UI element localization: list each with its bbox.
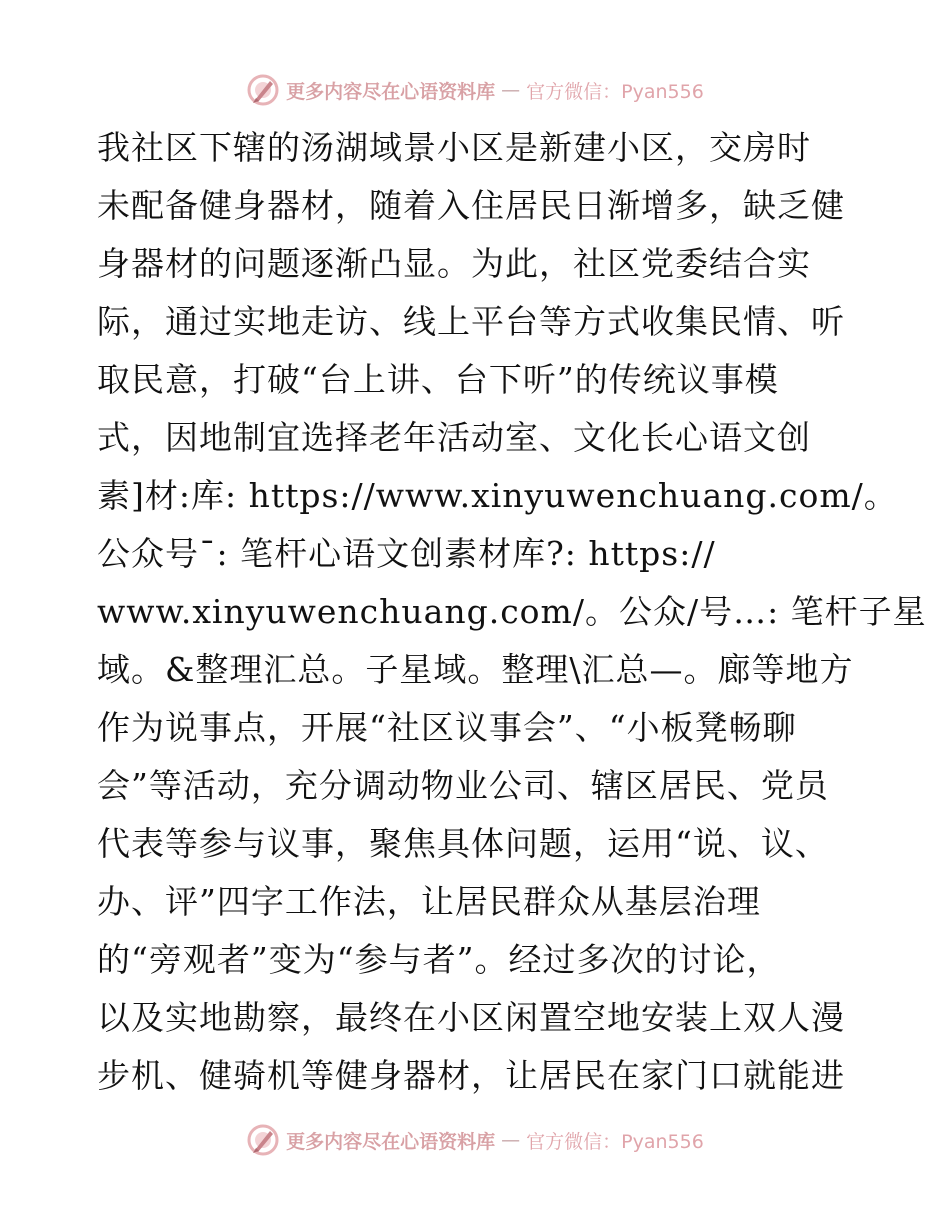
body-line: 公众号¯: 笔杆心语文创素材库?: https:// <box>97 534 716 573</box>
brush-logo-icon <box>246 73 280 107</box>
body-line: 域。&整理汇总。子星域。整理\汇总—。廊等地方 <box>97 650 854 689</box>
footer-watermark <box>0 1120 950 1160</box>
watermark-site-name: 更多内容尽在心语资料库 <box>286 80 496 103</box>
body-line: 身器材的问题逐渐凸显。为此，社区党委结合实 <box>97 244 811 283</box>
body-line: 际，通过实地走访、线上平台等方式收集民情、听 <box>97 302 845 341</box>
watermark-separator: — <box>501 1129 521 1151</box>
body-line: 会”等活动，充分调动物业公司、辖区居民、党员 <box>97 766 829 805</box>
body-line: 以及实地勘察，最终在小区闲置空地安装上双人漫 <box>97 998 845 1037</box>
watermark-separator: — <box>501 79 521 101</box>
watermark-wechat: 官方微信：Pyan556 <box>526 1130 704 1153</box>
watermark-site-name: 更多内容尽在心语资料库 <box>286 1130 496 1153</box>
document-body <box>97 119 927 1105</box>
header-watermark <box>0 70 950 110</box>
body-line: 作为说事点，开展“社区议事会”、“小板凳畅聊 <box>97 708 797 747</box>
body-line: 未配备健身器材，随着入住居民日渐增多，缺乏健 <box>97 186 845 225</box>
body-line: www.xinyuwenchuang.com/。公众/号…: 笔杆子星 <box>97 592 927 631</box>
body-line: 素]材:库: https://www.xinyuwenchuang.com/。 <box>97 476 898 515</box>
body-line: 办、评”四字工作法，让居民群众从基层治理 <box>97 882 761 921</box>
watermark-wechat: 官方微信：Pyan556 <box>526 80 704 103</box>
body-line: 式，因地制宜选择老年活动室、文化长心语文创 <box>97 418 811 457</box>
body-line: 我社区下辖的汤湖域景小区是新建小区，交房时 <box>97 128 811 167</box>
body-line: 代表等参与议事，聚焦具体问题，运用“说、议、 <box>97 824 829 863</box>
brush-logo-icon <box>246 1123 280 1157</box>
body-line: 取民意，打破“台上讲、台下听”的传统议事模 <box>97 360 779 399</box>
body-line: 的“旁观者”变为“参与者”。经过多次的讨论， <box>97 940 781 979</box>
body-line: 步机、健骑机等健身器材，让居民在家门口就能进 <box>97 1056 845 1095</box>
